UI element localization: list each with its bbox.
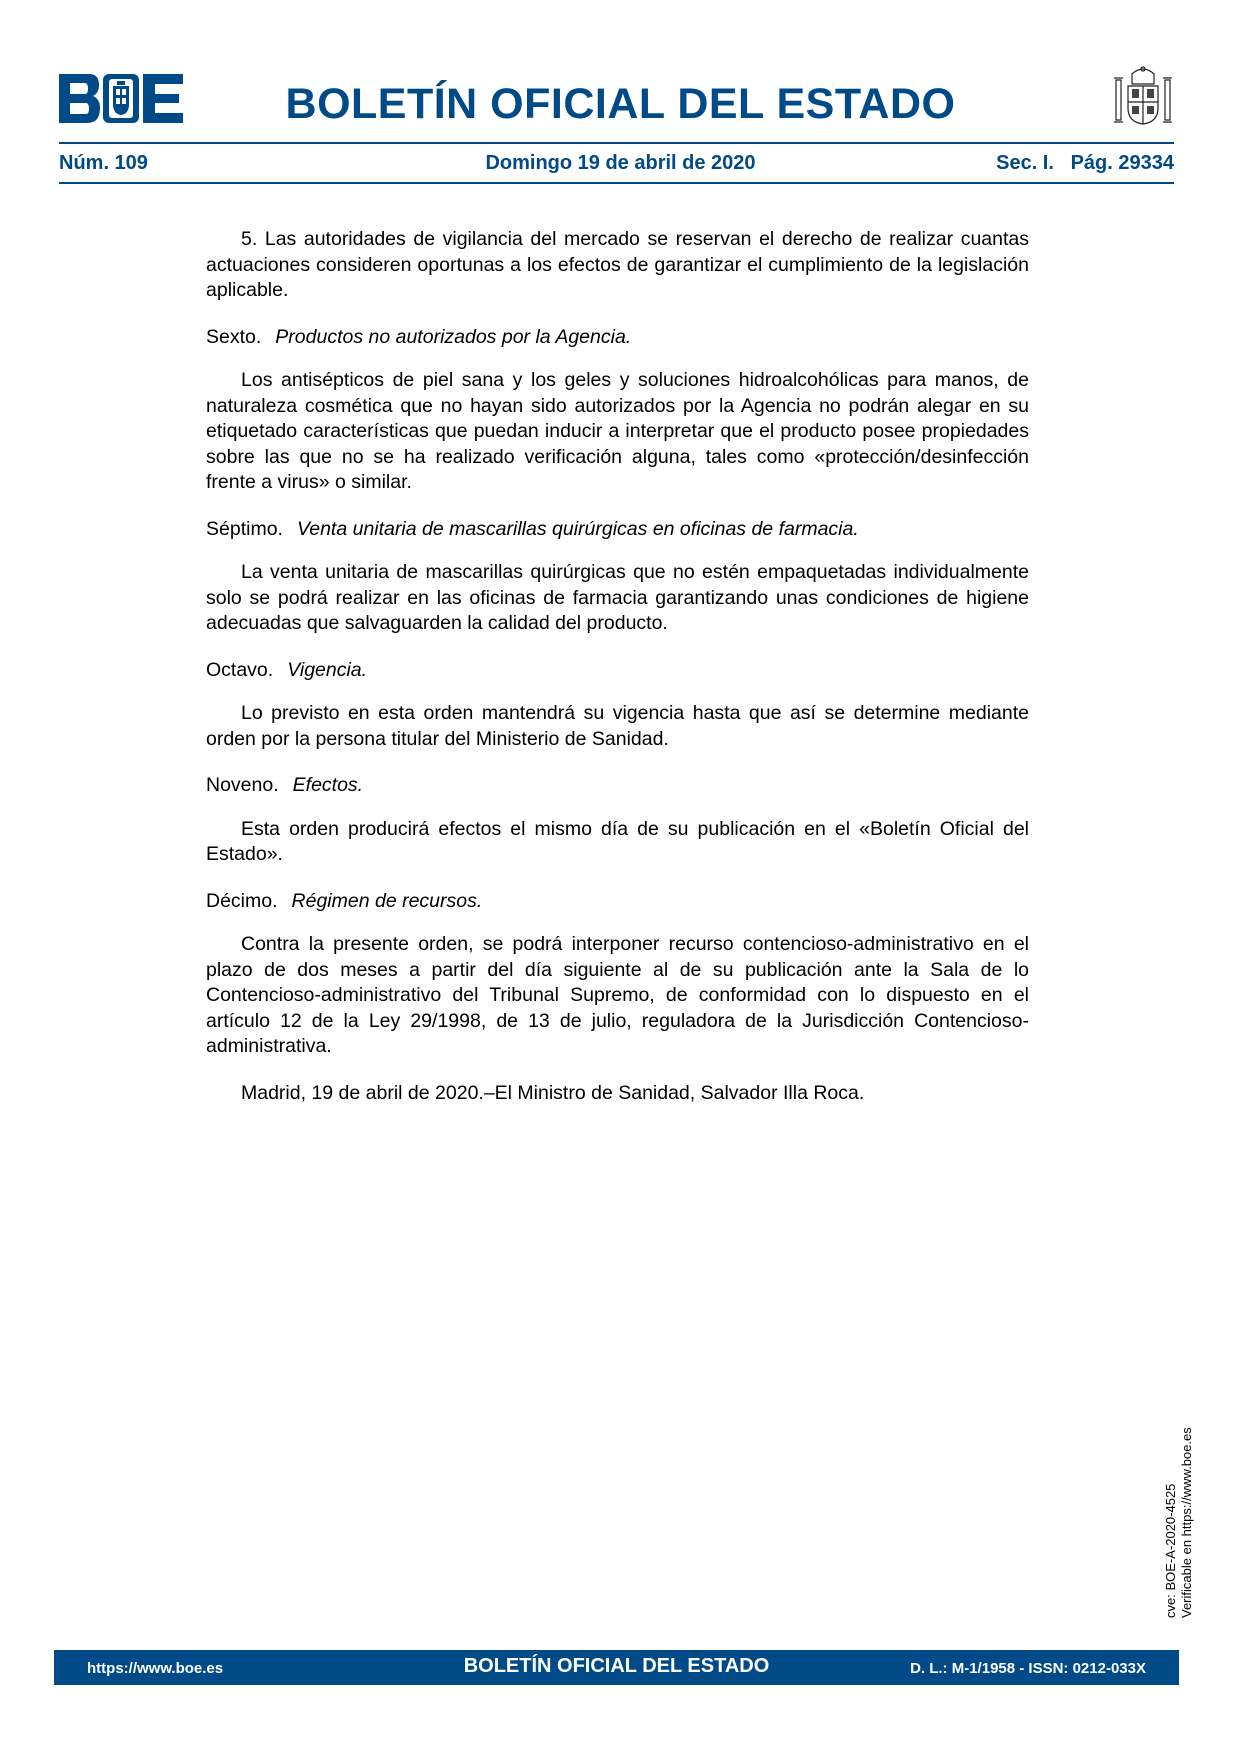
header-rule-bottom — [59, 182, 1174, 184]
footer-title: BOLETÍN OFICIAL DEL ESTADO — [463, 1655, 770, 1677]
paragraph: Lo previsto en esta orden mantendrá su vigencia hasta que así se determine mediante orden por la persona titular del Ministerio de Sanidad. — [206, 702, 1029, 750]
heading-lead: Noveno. — [206, 774, 279, 796]
page-title: BOLETÍN OFICIAL DEL ESTADO — [285, 80, 956, 128]
cve-code: cve: BOE-A-2020-4525 — [1163, 1483, 1178, 1618]
footer-bar — [54, 1650, 1179, 1685]
verification-url: Verificable en https://www.boe.es — [1179, 1427, 1194, 1618]
paragraph: Los antisépticos de piel sana y los geles y soluciones hidroalcohólicas para manos, de naturaleza cosmética que no hayan sido autorizados por la Agencia no podrán alegar en su etiquetado características que puedan inducir a interpretar que el producto posee propiedades sobre las que no se ha realizado verificación alguna, tales como «protección/desinfección frente a virus» o similar. — [206, 369, 1029, 493]
heading-title: Productos no autorizados por la Agencia. — [275, 325, 632, 348]
paragraph: 5. Las autoridades de vigilancia del mercado se reservan el derecho de realizar cuantas actuaciones consideren oportunas a los efectos de garantizar el cumplimiento de la legislación aplicable. — [206, 228, 1029, 301]
signature-line: Madrid, 19 de abril de 2020.–El Ministro de Sanidad, Salvador Illa Roca. — [241, 1081, 865, 1104]
footer-legal: D. L.: M-1/1958 - ISSN: 0212-033X — [910, 1660, 1146, 1677]
article-heading-sexto — [206, 325, 1029, 351]
article-heading-septimo — [206, 517, 1029, 543]
header-rule-top — [59, 142, 1174, 144]
paragraph: La venta unitaria de mascarillas quirúrgicas que no estén empaquetadas individualmente solo se podrá realizar en las oficinas de farmacia garantizando unas condiciones de higiene adecuadas que salvaguarden la calidad del producto. — [206, 561, 1029, 634]
issue-number: Núm. 109 — [59, 152, 148, 174]
footer-url-link[interactable]: https://www.boe.es — [87, 1660, 224, 1677]
article-heading-octavo — [206, 658, 1029, 684]
heading-title: Régimen de recursos. — [291, 889, 483, 912]
heading-title: Venta unitaria de mascarillas quirúrgicas en oficinas de farmacia. — [296, 517, 859, 540]
document-body — [206, 227, 1029, 1127]
issue-date: Domingo 19 de abril de 2020 — [485, 152, 756, 174]
heading-lead: Octavo. — [206, 658, 274, 681]
paragraph: Esta orden producirá efectos el mismo día de su publicación en el «Boletín Oficial del Estado». — [206, 817, 1029, 865]
section-page: Sec. I. Pág. 29334 — [996, 152, 1174, 174]
article-heading-decimo — [206, 889, 1029, 915]
coat-of-arms-icon — [1112, 64, 1174, 130]
heading-lead: Décimo. — [206, 889, 278, 912]
heading-lead: Séptimo. — [206, 517, 283, 540]
heading-title: Vigencia. — [287, 658, 368, 681]
paragraph: Contra la presente orden, se podrá interponer recurso contencioso-administrativo en el plazo de dos meses a partir del día siguiente al de su publicación ante la Sala de lo Contencioso-administrativo del Tribunal Supremo, de conformidad con lo dispuesto en el artículo 12 de la Ley 29/1998, de 13 de julio, reguladora de la Jurisdicción Contencioso-administrativa. — [206, 933, 1029, 1057]
heading-title: Efectos. — [292, 774, 364, 796]
article-heading-noveno — [206, 773, 1029, 799]
heading-lead: Sexto. — [206, 325, 262, 348]
